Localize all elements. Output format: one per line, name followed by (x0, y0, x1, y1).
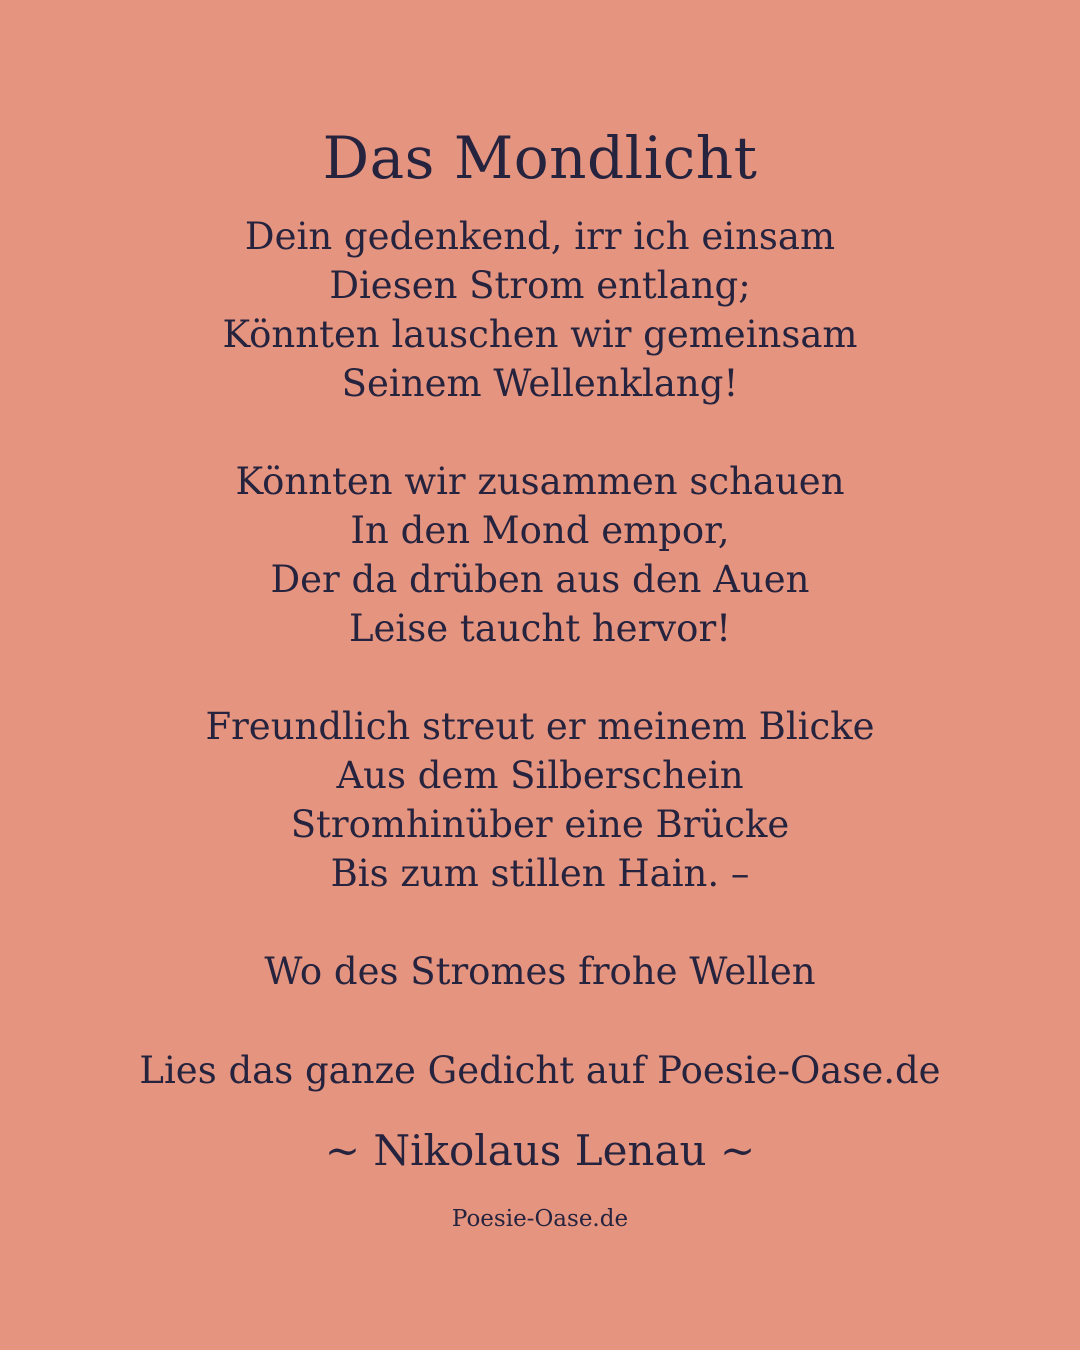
poem-line: Diesen Strom entlang; (329, 264, 751, 307)
poem-line: Leise taucht hervor! (348, 607, 732, 650)
author-name: ~ Nikolaus Lenau ~ (324, 1126, 756, 1175)
stanza-4 (0, 947, 1080, 996)
site-watermark: Poesie-Oase.de (451, 1206, 629, 1232)
poem-line: Dein gedenkend, irr ich einsam (244, 215, 836, 258)
read-more-text: Lies das ganze Gedicht auf Poesie-Oase.de (139, 1049, 941, 1092)
poem-line: Seinem Wellenklang! (341, 362, 739, 405)
poem-line: Bis zum stillen Hain. – (330, 852, 750, 895)
stanza-1 (0, 212, 1080, 408)
poem-line: Wo des Stromes frohe Wellen (264, 950, 816, 993)
poem-title: Das Mondlicht (322, 124, 758, 192)
stanza-3 (0, 702, 1080, 898)
poem-body (0, 212, 1080, 1045)
poem-line: Stromhinüber eine Brücke (290, 803, 790, 846)
poem-line: Freundlich streut er meinem Blicke (205, 705, 875, 748)
poem-line: In den Mond empor, (350, 509, 730, 552)
poem-line: Könnten lauschen wir gemeinsam (222, 313, 858, 356)
poem-line: Aus dem Silberschein (336, 754, 744, 797)
poem-line: Könnten wir zusammen schauen (235, 460, 845, 503)
stanza-2 (0, 457, 1080, 653)
poem-line: Der da drüben aus den Auen (270, 558, 810, 601)
